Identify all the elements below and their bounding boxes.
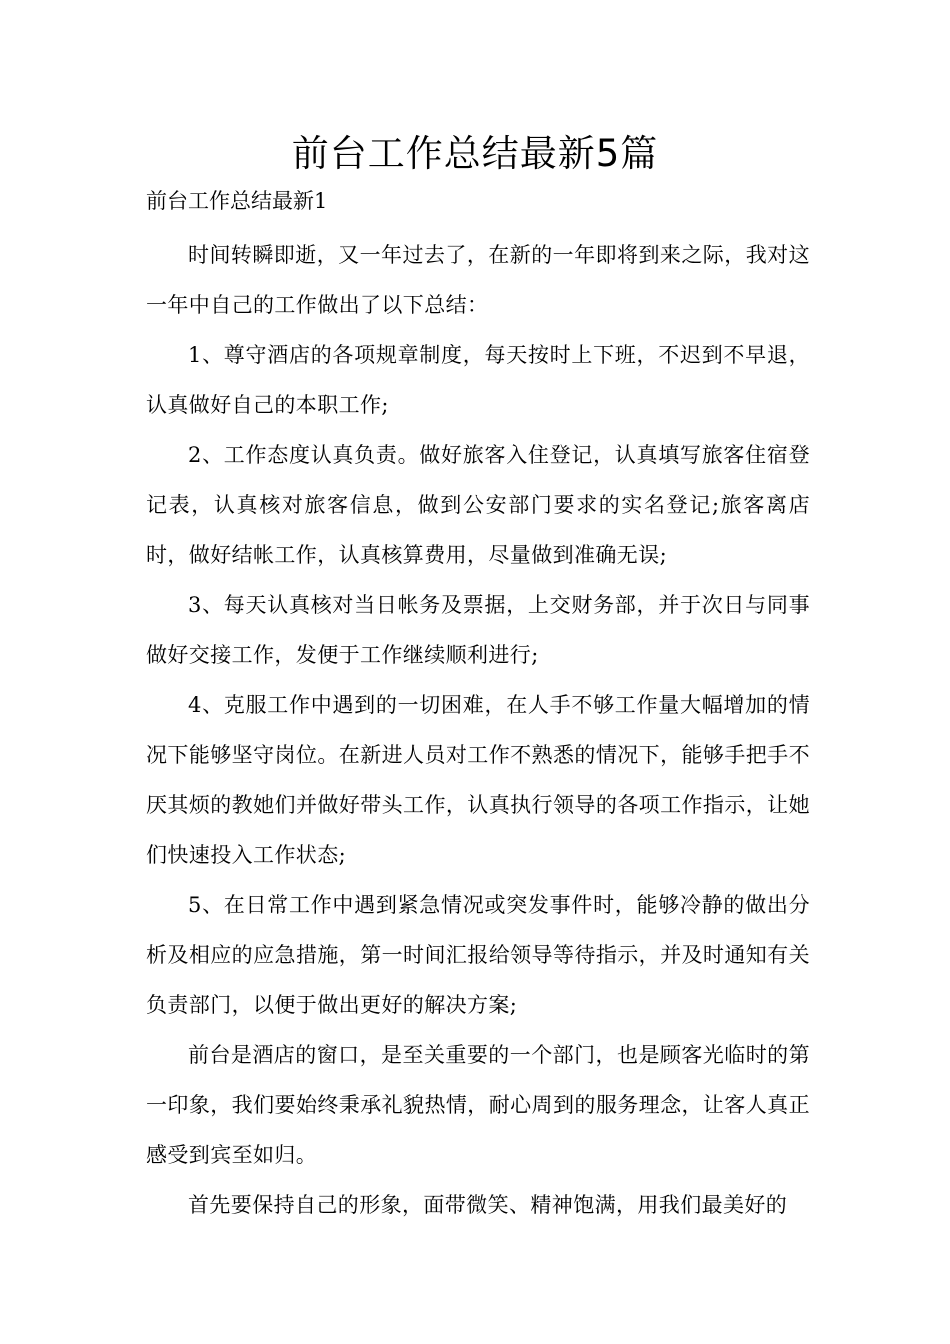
paragraph-intro: 时间转瞬即逝，又一年过去了，在新的一年即将到来之际，我对这一年中自己的工作做出了以下总结：: [146, 243, 810, 317]
paragraph-front-desk: 前台是酒店的窗口，是至关重要的一个部门，也是顾客光临时的第一印象，我们要始终秉承礼貌热情，耐心周到的服务理念，让客人真正感受到宾至如归。: [146, 1043, 810, 1167]
paragraph-item-4: 4、克服工作中遇到的一切困难，在人手不够工作量大幅增加的情况下能够坚守岗位。在新进人员对工作不熟悉的情况下，能够手把手不厌其烦的教她们并做好带头工作，认真执行领导的各项工作指示，让她们快速投入工作状态;: [146, 693, 810, 867]
paragraph-item-1: 1、尊守酒店的各项规章制度，每天按时上下班，不迟到不早退，认真做好自己的本职工作;: [146, 343, 810, 417]
document-body: [146, 230, 810, 1230]
document-title: 前台工作总结最新5篇: [291, 132, 659, 175]
paragraph-item-3: 3、每天认真核对当日帐务及票据，上交财务部，并于次日与同事做好交接工作，发便于工作继续顺利进行;: [146, 593, 810, 667]
paragraph-item-2: 2、工作态度认真负责。做好旅客入住登记，认真填写旅客住宿登记表，认真核对旅客信息，做到公安部门要求的实名登记;旅客离店时，做好结帐工作，认真核算费用，尽量做到准确无误;: [146, 443, 810, 567]
paragraph-item-5: 5、在日常工作中遇到紧急情况或突发事件时，能够冷静的做出分析及相应的应急措施，第一时间汇报给领导等待指示，并及时通知有关负责部门，以便于做出更好的解决方案;: [146, 893, 810, 1017]
section-heading: 前台工作总结最新1: [146, 189, 328, 213]
paragraph-image: 首先要保持自己的形象，面带微笑、精神饱满，用我们最美好的: [188, 1193, 788, 1217]
